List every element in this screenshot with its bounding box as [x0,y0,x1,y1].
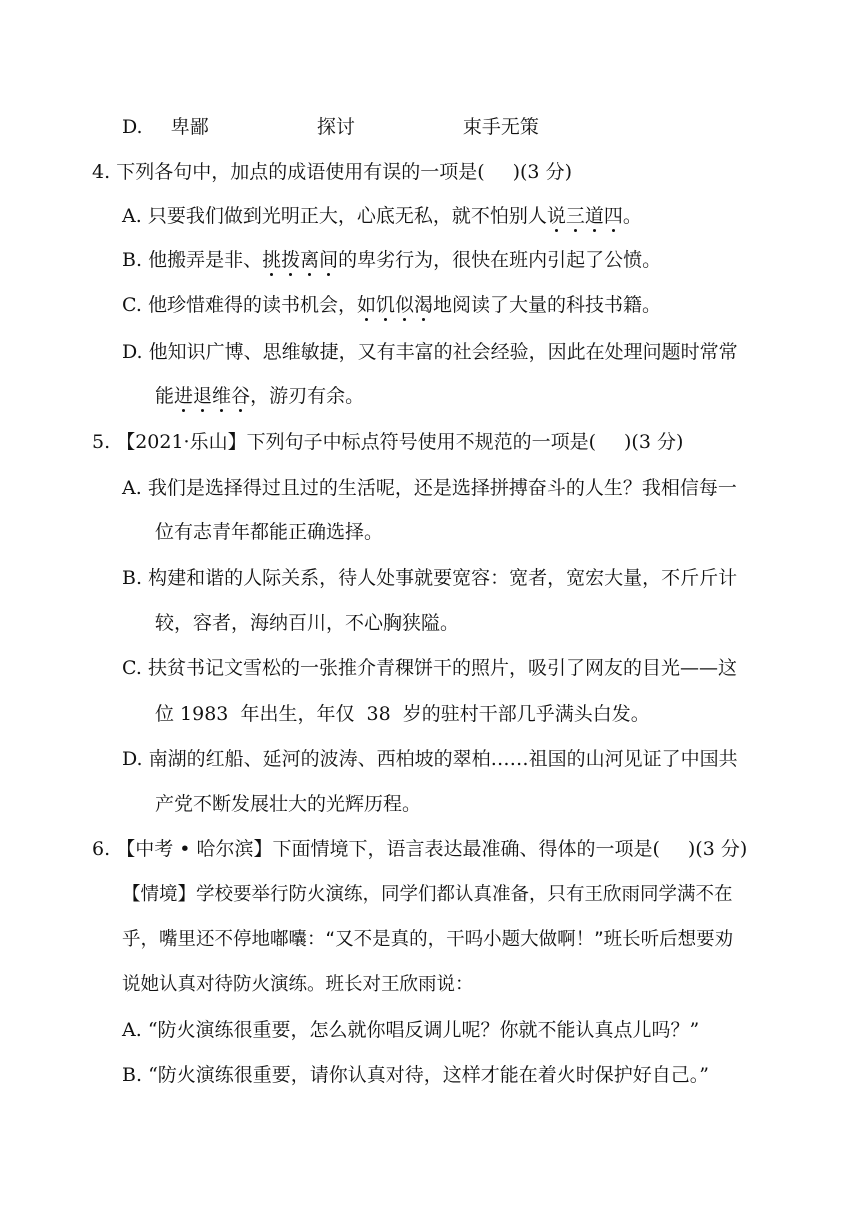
word-1: 卑鄙 [170,116,209,138]
option-text: 他搬弄是非、 [148,249,263,271]
word-2: 探讨 [316,116,355,138]
option-text: 他珍惜难得的读书机会， [147,294,357,316]
q6-option-a [122,1021,699,1040]
option-text: “防火演练很重要，怎么就你唱反调儿呢？你就不能认真点儿吗？” [147,1019,700,1041]
q4-stem [92,163,572,182]
dotted-idiom [262,249,338,271]
idiom-char: 拨 [281,249,301,271]
idiom-char: 如 [356,294,376,316]
option-text-end: ，游刃有余。 [250,385,365,407]
q4-option-d-line2 [155,387,364,406]
idiom-char: 四 [603,205,623,227]
option-letter: B. [122,567,143,589]
q4-option-c [122,296,661,315]
q3-option-d [122,118,539,137]
option-text: 我们是选择得过且过的生活呢，还是选择拼搏奋斗的人生？我相信每一 [147,477,737,499]
dotted-idiom [547,205,623,227]
idiom-char: 维 [212,385,232,407]
option-letter: C. [122,294,142,316]
q6-context-line3: 说她认真对待防火演练。班长对王欣雨说： [122,974,474,995]
q4-option-d [122,343,738,362]
idiom-char: 间 [319,249,339,271]
idiom-char: 渴 [414,294,434,316]
idiom-char: 谷 [231,385,251,407]
question-number: 4. [92,161,111,183]
option-letter: D. [122,341,143,363]
option-text: 南湖的红船、延河的波涛、西柏坡的翠柏……祖国的山河见证了中国共 [148,748,738,770]
idiom-char: 说 [546,205,566,227]
q5-stem [92,433,683,452]
q5-option-d [122,750,738,769]
option-text: 构建和谐的人际关系，待人处事就要宽容：宽者，宽宏大量，不斤斤计 [148,567,738,589]
q5-option-d-line2: 产党不断发展壮大的光辉历程。 [155,793,422,815]
question-score: )(3 分) [512,161,572,183]
option-text-end: 的卑劣行为，很快在班内引起了公愤。 [338,249,662,271]
option-text-end: 。 [622,205,642,227]
option-letter: D. [122,116,143,138]
q6-stem [92,840,747,859]
idiom-char: 退 [193,385,213,407]
question-text: 下列各句中，加点的成语使用有误的一项是( [116,161,485,183]
option-letter: A. [122,205,142,227]
question-text: 【中考 • 哈尔滨】下面情境下，语言表达最准确、得体的一项是( [116,838,660,860]
option-text: “防火演练很重要，请你认真对待，这样才能在着火时保护好自己。” [148,1064,709,1086]
dotted-idiom [357,294,433,316]
idiom-char: 进 [174,385,194,407]
option-text: 他知识广博、思维敏捷，又有丰富的社会经验，因此在处理问题时常常 [148,341,738,363]
question-score: )(3 分) [624,431,684,453]
question-number: 5. [92,431,111,453]
option-text-end: 地阅读了大量的科技书籍。 [433,294,662,316]
idiom-char: 饥 [375,294,395,316]
q5-option-b [122,569,737,588]
word-3: 束手无策 [462,116,539,138]
dotted-idiom [174,385,250,407]
q5-option-a [122,479,737,498]
question-text: 【2021·乐山】下列句子中标点符号使用不规范的一项是( [116,431,596,453]
q5-option-c [122,659,737,678]
option-text: 扶贫书记文雪松的一张推介青稞饼干的照片，吸引了网友的目光——这 [147,657,737,679]
q5-option-b-line2: 较，容者，海纳百川，不心胸狭隘。 [155,612,460,634]
question-number: 6. [92,838,111,860]
option-letter: C. [122,657,142,679]
q4-option-a [122,207,642,226]
idiom-char: 离 [300,249,320,271]
idiom-char: 道 [584,205,604,227]
q6-context-line2: 乎，嘴里还不停地嘟囔：“又不是真的，干吗小题大做啊！”班长听后想要劝 [122,929,734,950]
q4-option-b [122,251,661,270]
option-text: 只要我们做到光明正大，心底无私，就不怕别人 [147,205,547,227]
q6-option-b [122,1066,709,1085]
q5-option-a-line2: 位有志青年都能正确选择。 [155,521,384,543]
option-letter: B. [122,1064,143,1086]
option-letter: A. [122,1019,142,1041]
option-text: 能 [155,385,175,407]
idiom-char: 三 [565,205,585,227]
option-letter: A. [122,477,142,499]
q5-option-c-line2: 位 1983 年出生，年仅 38 岁的驻村干部几乎满头白发。 [155,703,650,725]
question-score: )(3 分) [687,838,748,860]
idiom-char: 挑 [262,249,282,271]
option-letter: B. [122,249,143,271]
idiom-char: 似 [395,294,415,316]
option-letter: D. [122,748,143,770]
q6-context-line1: 【情境】学校要举行防火演练，同学们都认真准备，只有王欣雨同学满不在 [122,884,733,905]
